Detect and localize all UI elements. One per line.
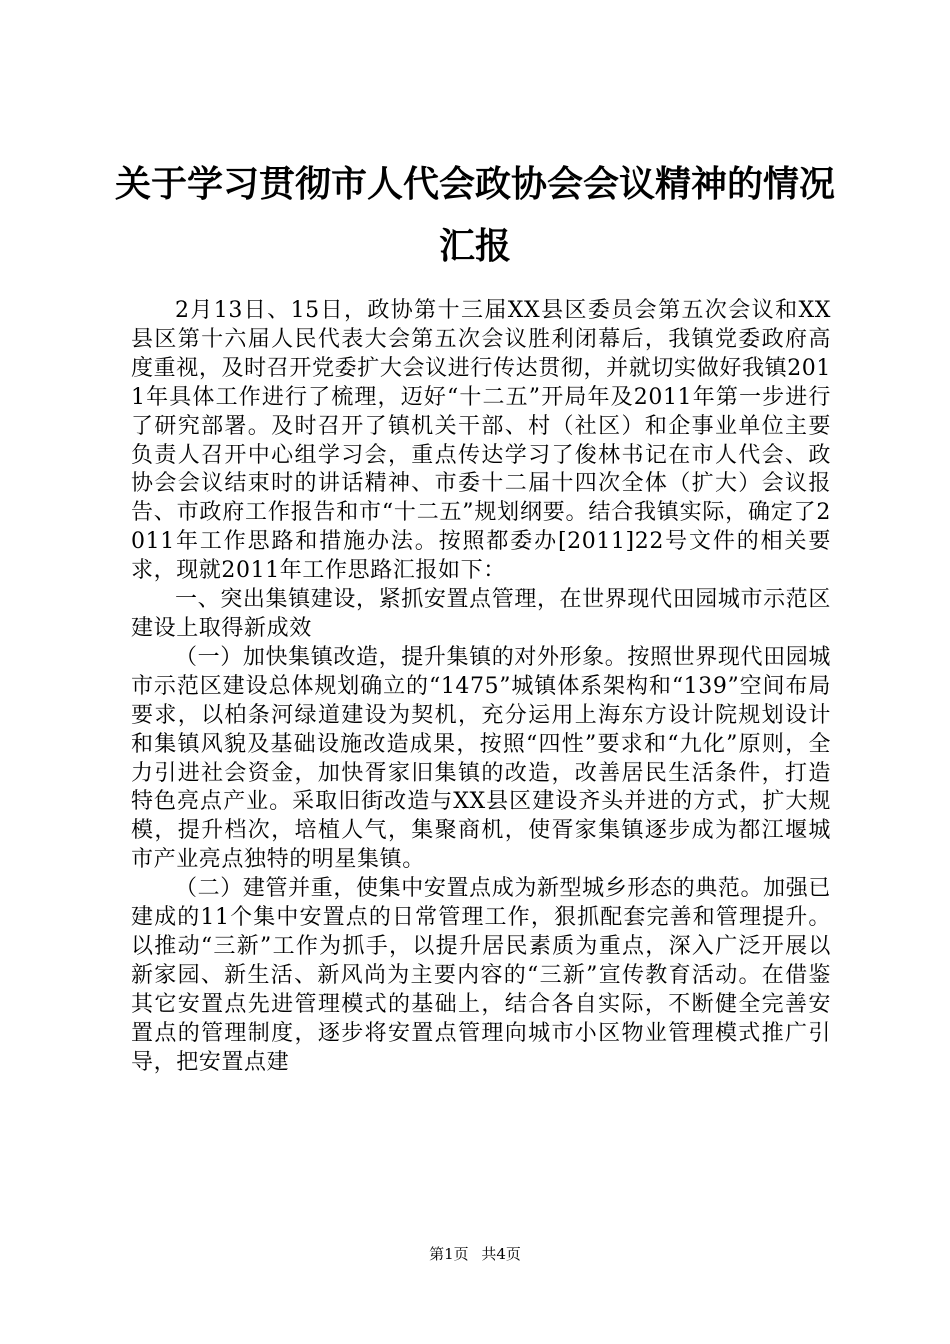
page-footer bbox=[0, 1244, 950, 1264]
paragraph-intro: 2月13日、15日，政协第十三届XX县区委员会第五次会议和XX县区第十六届人民代表大会第五次会议胜利闭幕后，我镇党委政府高度重视，及时召开党委扩大会议进行传达贯彻，并就切实做好我镇2011年具体工作进行了梳理，迈好“十二五”开局年及2011年第一步进行了研究部署。及时召开了镇机关干部、村（社区）和企事业单位主要负责人召开中心组学习会，重点传达学习了俊林书记在市人代会、政协会会议结束时的讲话精神、市委十二届十四次全体（扩大）会议报告、市政府工作报告和市“十二五”规划纲要。结合我镇实际，确定了2011年工作思路和措施办法。按照都委办[2011]22号文件的相关要求，现就2011年工作思路汇报如下： bbox=[131, 298, 831, 584]
paragraph-subsection-1: （一）加快集镇改造，提升集镇的对外形象。按照世界现代田园城市示范区建设总体规划确立的“1475”城镇体系架构和“139”空间布局要求，以柏条河绿道建设为契机，充分运用上海东方设计院规划设计和集镇风貌及基础设施改造成果，按照“四性”要求和“九化”原则，全力引进社会资金，加快胥家旧集镇的改造，改善居民生活条件，打造特色亮点产业。采取旧街改造与XX县区建设齐头并进的方式，扩大规模，提升档次，培植人气，集聚商机，使胥家集镇逐步成为都江堰城市产业亮点独特的明星集镇。 bbox=[131, 644, 831, 873]
paragraph-subsection-2: （二）建管并重，使集中安置点成为新型城乡形态的典范。加强已建成的11个集中安置点的日常管理工作，狠抓配套完善和管理提升。以推动“三新”工作为抓手，以提升居民素质为重点，深入广泛开展以新家园、新生活、新风尚为主要内容的“三新”宣传教育活动。在借鉴其它安置点先进管理模式的基础上，结合各自实际，不断健全完善安置点的管理制度，逐步将安置点管理向城市小区物业管理模式推广引导，把安置点建 bbox=[131, 876, 831, 1075]
page-number-current: 第1页 bbox=[429, 1245, 469, 1263]
page-number-total: 共4页 bbox=[481, 1245, 521, 1263]
document-body bbox=[131, 297, 831, 1077]
document-title-line2: 汇报 bbox=[438, 226, 511, 267]
paragraph-section-heading: 一、突出集镇建设，紧抓安置点管理，在世界现代田园城市示范区建设上取得新成效 bbox=[131, 587, 831, 641]
document-title-line1: 关于学习贯彻市人代会政协会会议精神的情况 bbox=[114, 164, 835, 205]
